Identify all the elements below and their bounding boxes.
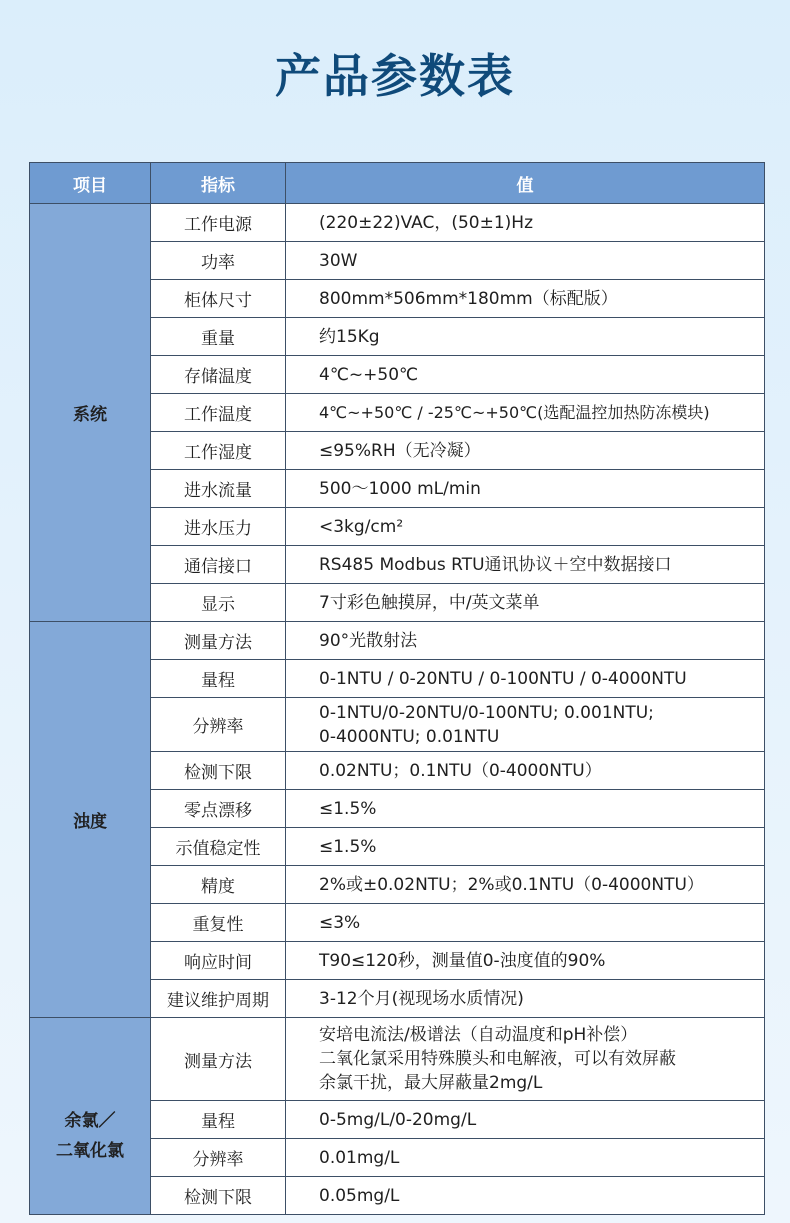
value-line: 二氧化氯采用特殊膜头和电解液，可以有效屏蔽 [319,1049,676,1069]
param-cell: 工作温度 [151,394,286,432]
group-name-line: 二氧化氯 [56,1141,124,1161]
param-cell: 进水压力 [151,508,286,546]
group-system: 系统 [30,204,151,622]
value-cell: 30W [286,242,765,280]
group-name-line: 余氯／ [64,1111,116,1131]
page-title: 产品参数表 [275,49,515,103]
param-cell: 工作电源 [151,204,286,242]
param-cell: 检测下限 [151,752,286,790]
param-cell: 量程 [151,660,286,698]
table-header-row [30,163,765,204]
param-cell: 零点漂移 [151,790,286,828]
group-chlorine [30,1018,151,1215]
param-cell: 检测下限 [151,1177,286,1215]
header-item: 项目 [30,163,151,204]
header-value: 值 [286,163,765,204]
value-line: 0-1NTU/0-20NTU/0-100NTU; 0.001NTU; [319,702,654,723]
param-cell: 测量方法 [151,622,286,660]
value-cell [286,698,765,752]
value-cell: 0.05mg/L [286,1177,765,1215]
header-indicator: 指标 [151,163,286,204]
param-cell: 建议维护周期 [151,980,286,1018]
value-cell: RS485 Modbus RTU通讯协议＋空中数据接口 [286,546,765,584]
param-cell: 重量 [151,318,286,356]
value-cell: 0-1NTU / 0-20NTU / 0-100NTU / 0-4000NTU [286,660,765,698]
value-line: 0-4000NTU; 0.01NTU [319,726,500,747]
value-cell: 2%或±0.02NTU；2%或0.1NTU（0-4000NTU） [286,866,765,904]
value-line: 安培电流法/极谱法（自动温度和pH补偿） [319,1025,638,1045]
value-cell: ≤1.5% [286,790,765,828]
value-cell: (220±22)VAC，(50±1)Hz [286,204,765,242]
value-cell: 约15Kg [286,318,765,356]
value-cell: <3kg/cm² [286,508,765,546]
value-cell [286,1018,765,1101]
param-cell: 通信接口 [151,546,286,584]
value-cell: 4℃~+50℃ / -25℃~+50℃(选配温控加热防冻模块) [286,394,765,432]
param-cell: 重复性 [151,904,286,942]
value-cell: ≤95%RH（无冷凝） [286,432,765,470]
value-cell: 0-5mg/L/0-20mg/L [286,1101,765,1139]
value-line: 余氯干扰，最大屏蔽量2mg/L [319,1073,543,1093]
value-cell: T90≤120秒，测量值0-浊度值的90% [286,942,765,980]
param-cell: 柜体尺寸 [151,280,286,318]
param-cell: 分辨率 [151,1139,286,1177]
param-cell: 量程 [151,1101,286,1139]
param-cell: 工作湿度 [151,432,286,470]
value-cell: 500～1000 mL/min [286,470,765,508]
value-cell: ≤3% [286,904,765,942]
param-cell: 分辨率 [151,698,286,752]
value-cell: 7寸彩色触摸屏，中/英文菜单 [286,584,765,622]
param-cell: 响应时间 [151,942,286,980]
table-row [30,622,765,660]
param-cell: 显示 [151,584,286,622]
param-cell: 存储温度 [151,356,286,394]
table-row [30,1018,765,1101]
value-cell: 0.02NTU；0.1NTU（0-4000NTU） [286,752,765,790]
table-row [30,204,765,242]
spec-table [29,162,765,1215]
value-cell: 3-12个月(视现场水质情况) [286,980,765,1018]
param-cell: 进水流量 [151,470,286,508]
param-cell: 精度 [151,866,286,904]
value-cell: 4℃~+50℃ [286,356,765,394]
value-cell: 0.01mg/L [286,1139,765,1177]
param-cell: 示值稳定性 [151,828,286,866]
group-turbidity: 浊度 [30,622,151,1018]
value-cell: ≤1.5% [286,828,765,866]
value-cell: 800mm*506mm*180mm（标配版） [286,280,765,318]
value-cell: 90°光散射法 [286,622,765,660]
param-cell: 功率 [151,242,286,280]
param-cell: 测量方法 [151,1018,286,1101]
